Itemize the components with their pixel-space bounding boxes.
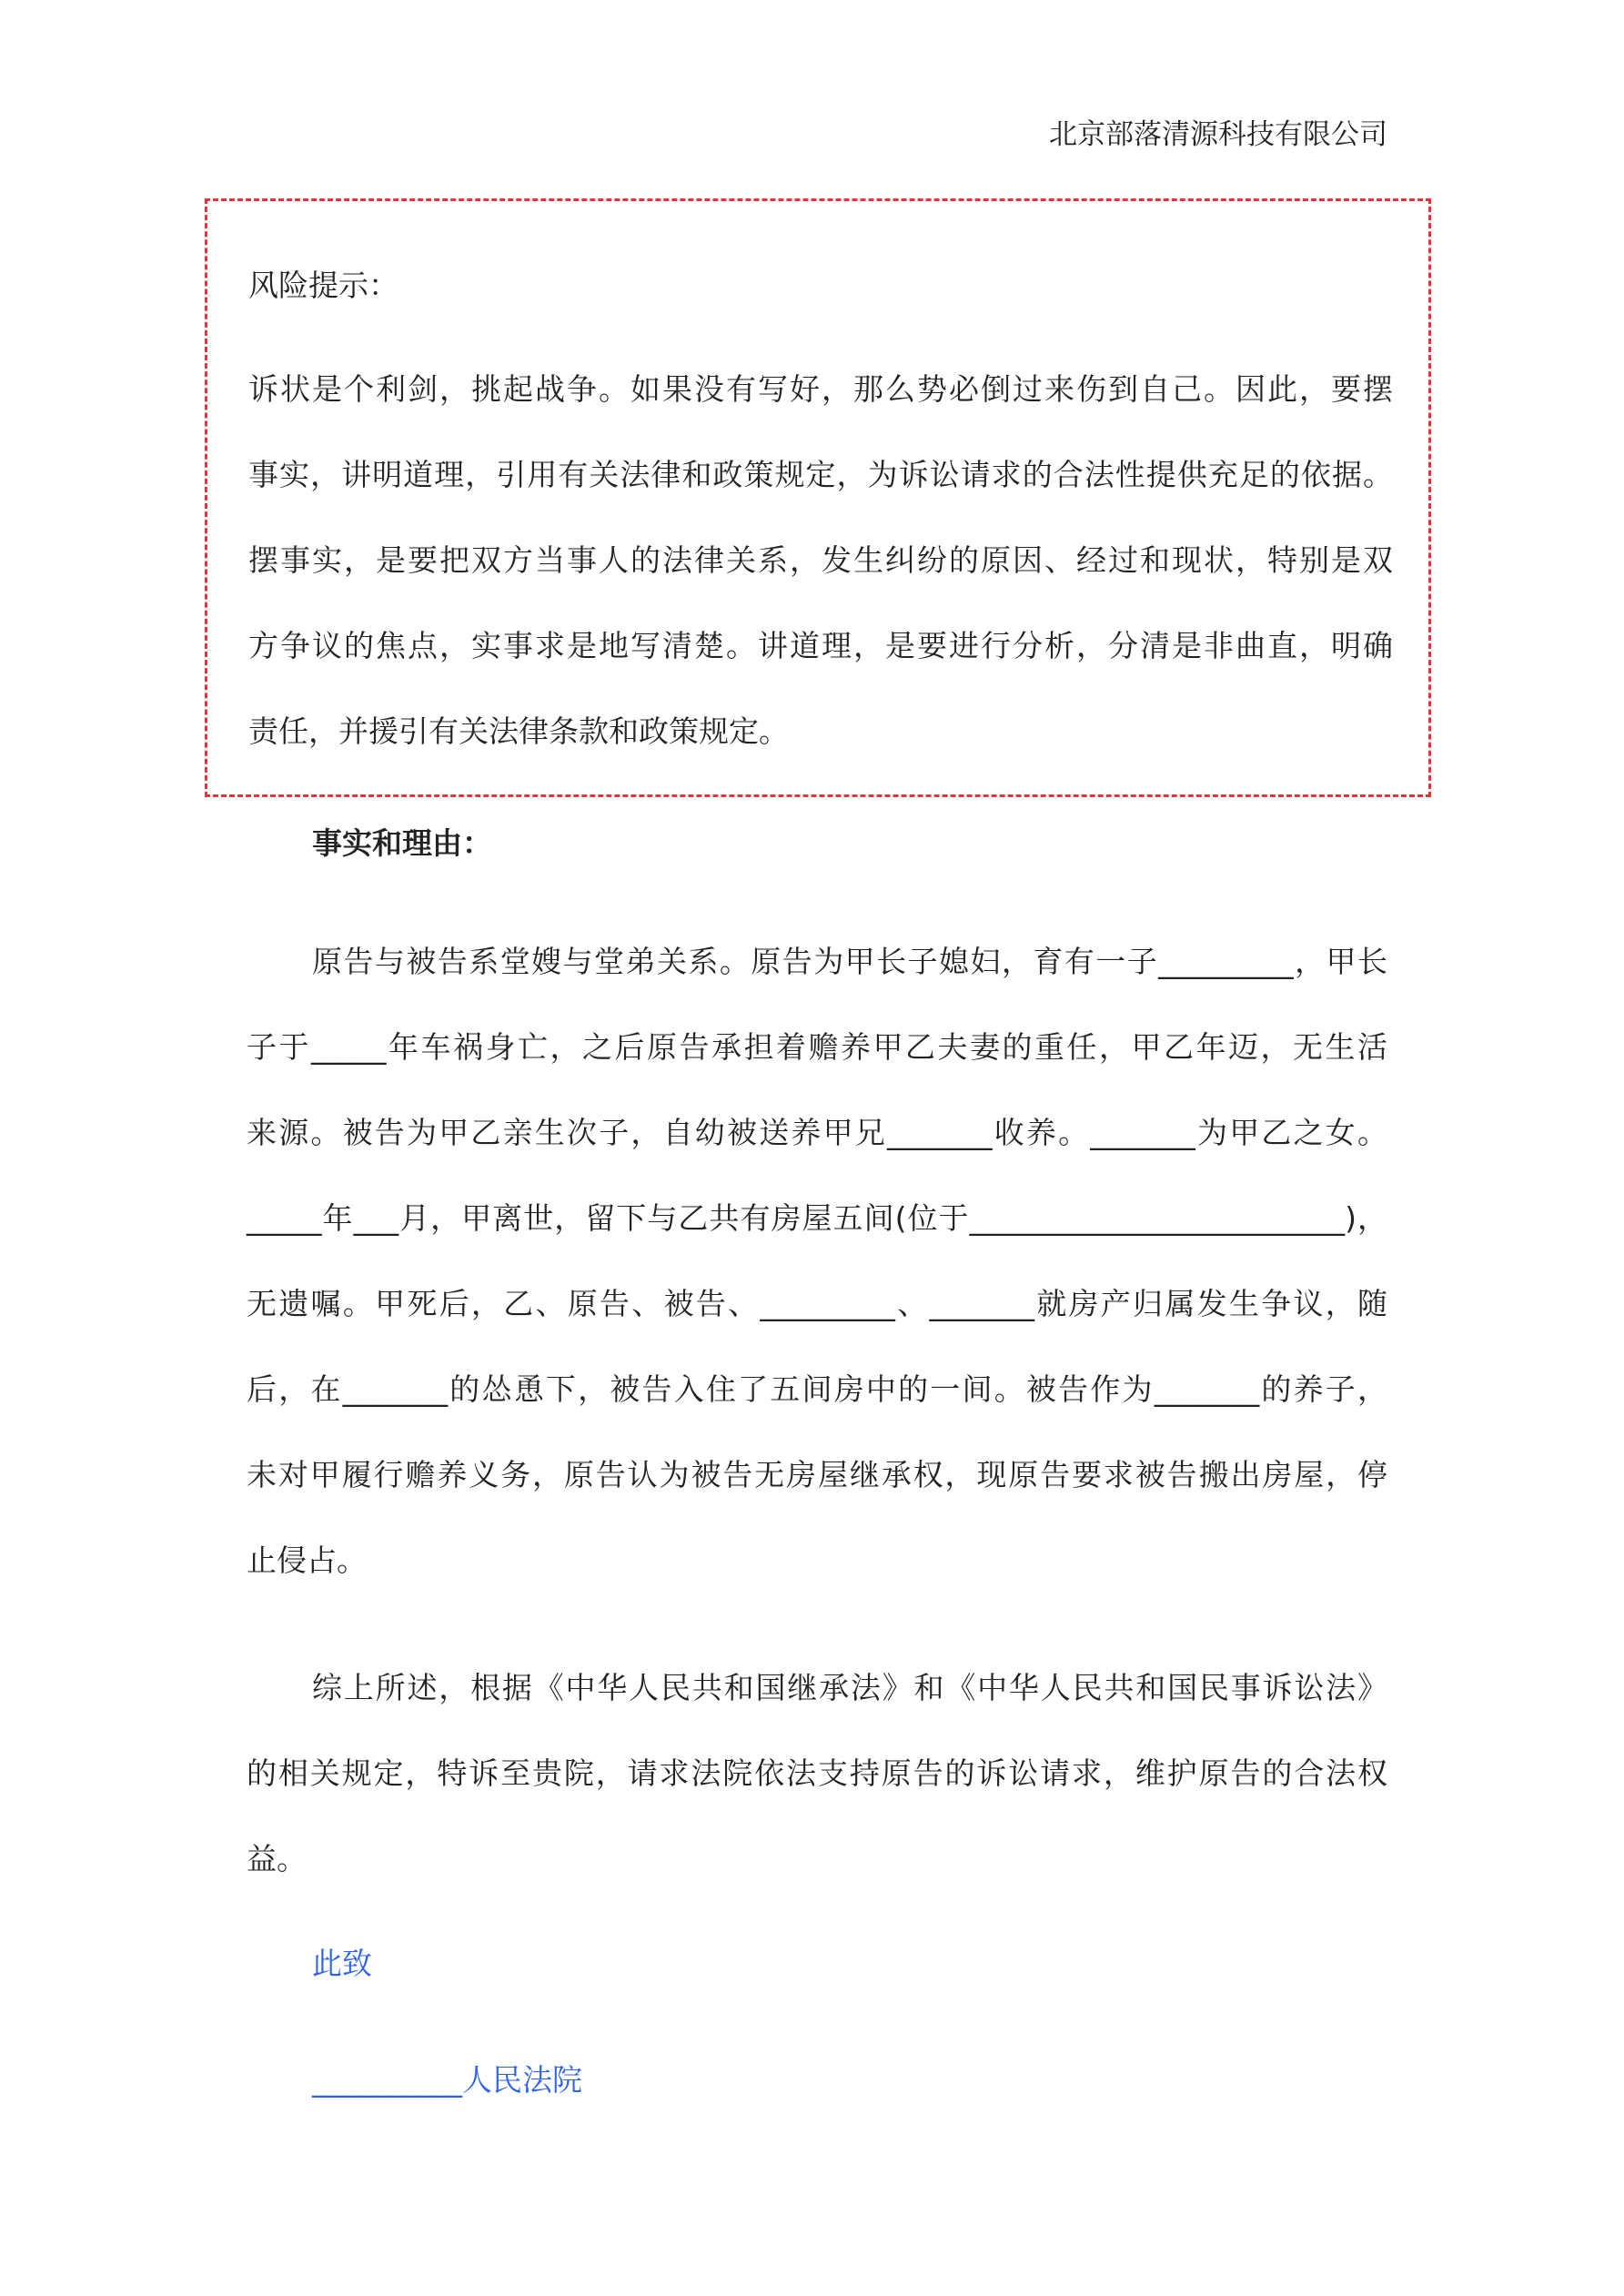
paragraph-line: _____年___月，甲离世，留下与乙共有房屋五间(位于_________________________)， (247, 1200, 1387, 1236)
paragraph-line: 止侵占。 (247, 1542, 367, 1578)
risk-line: 摆事实，是要把双方当事人的法律关系，发生纠纷的原因、经过和现状，特别是双 (248, 542, 1393, 578)
risk-line: 诉状是个利剑，挑起战争。如果没有写好，那么势必倒过来伤到自己。因此，要摆 (248, 371, 1393, 407)
facts-paragraph-2 (247, 1645, 1387, 1902)
court-name: __________人民法院 (312, 2062, 582, 2098)
facts-and-reasons-heading: 事实和理由： (312, 825, 492, 861)
risk-line: 责任，并援引有关法律条款和政策规定。 (248, 713, 789, 749)
paragraph-line: 未对甲履行赡养义务，原告认为被告无房屋继承权，现原告要求被告搬出房屋，停 (247, 1457, 1387, 1492)
paragraph-line: 益。 (247, 1841, 307, 1876)
paragraph-line: 子于_____年车祸身亡，之后原告承担着赡养甲乙夫妻的重任，甲乙年迈，无生活 (247, 1029, 1387, 1065)
salutation: 此致 (312, 1946, 372, 1981)
risk-notice-body (248, 347, 1393, 774)
paragraph-line: 的相关规定，特诉至贵院，请求法院依法支持原告的诉讼请求，维护原告的合法权 (247, 1755, 1387, 1791)
risk-line: 事实，讲明道理，引用有关法律和政策规定，为诉讼请求的合法性提供充足的依据。 (248, 457, 1393, 492)
risk-notice-box (205, 198, 1431, 797)
risk-line: 方争议的焦点，实事求是地写清楚。讲道理，是要进行分析，分清是非曲直，明确 (248, 628, 1393, 663)
paragraph-line: 后，在_______的怂恿下，被告入住了五间房中的一间。被告作为_______的养子， (247, 1371, 1387, 1407)
facts-paragraph-1 (247, 919, 1387, 1603)
risk-notice-title: 风险提示： (248, 268, 398, 303)
paragraph-line: 无遗嘱。甲死后，乙、原告、被告、_________、_______就房产归属发生争议，随 (247, 1286, 1387, 1321)
paragraph-line: 原告与被告系堂嫂与堂弟关系。原告为甲长子媳妇，育有一子_________，甲长 (312, 944, 1387, 979)
company-name: 北京部落清源科技有限公司 (1049, 118, 1387, 151)
paragraph-line: 综上所述，根据《中华人民共和国继承法》和《中华人民共和国民事诉讼法》 (312, 1670, 1387, 1705)
paragraph-line: 来源。被告为甲乙亲生次子，自幼被送养甲兄_______收养。_______为甲乙之女。 (247, 1115, 1387, 1150)
